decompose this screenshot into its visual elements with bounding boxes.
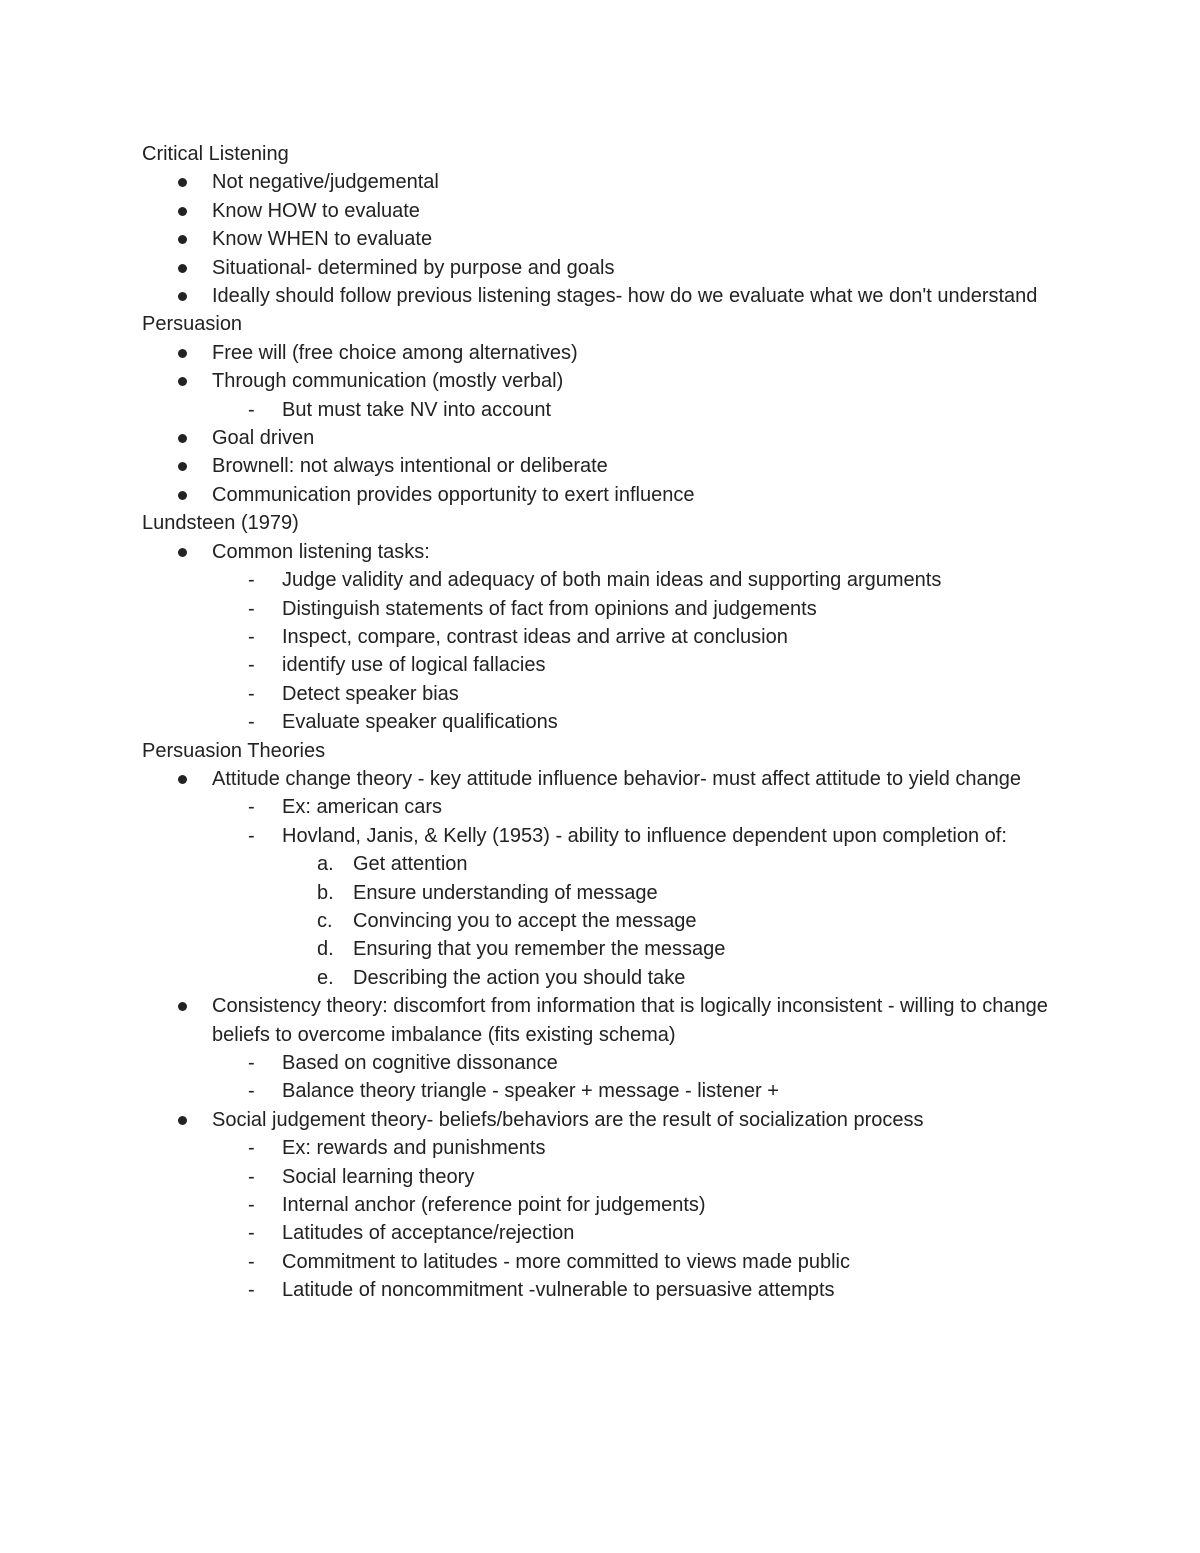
bullet-icon (178, 462, 187, 471)
bullet-icon (178, 264, 187, 273)
item-text: Internal anchor (reference point for judgements) (282, 1194, 706, 1217)
sub-item (142, 680, 1052, 708)
bullet-item (142, 424, 1052, 452)
item-text: Convincing you to accept the message (353, 909, 697, 932)
item-text: Consistency theory: discomfort from information that is logically inconsistent - willing to change beliefs to overcome imbalance (fits existing schema) (212, 995, 1048, 1046)
dash-marker: - (248, 682, 255, 705)
letter-marker: a. (317, 853, 334, 876)
bullet-item (142, 254, 1052, 282)
sub-item (142, 1191, 1052, 1219)
dash-marker: - (248, 654, 255, 677)
item-text: Detect speaker bias (282, 682, 459, 705)
dash-marker: - (248, 1194, 255, 1217)
item-text: Evaluate speaker qualifications (282, 711, 558, 734)
section-heading: Critical Listening (142, 143, 289, 165)
dash-marker: - (248, 796, 255, 819)
bullet-item (142, 282, 1052, 310)
item-text: Ex: american cars (282, 796, 443, 819)
bullet-item (142, 538, 1052, 566)
sub-item (142, 1077, 1052, 1105)
item-text: Through communication (mostly verbal) (212, 370, 564, 393)
item-text: Hovland, Janis, & Kelly (1953) - ability to influence dependent upon completion of: (282, 824, 1007, 847)
item-text: Describing the action you should take (353, 966, 686, 989)
bullet-item (142, 481, 1052, 509)
document-body (142, 140, 1052, 1305)
bullet-item (142, 452, 1052, 480)
bullet-item (142, 1106, 1052, 1134)
item-text: Ensuring that you remember the message (353, 938, 726, 961)
bullet-item (142, 765, 1052, 793)
section-heading: Persuasion (142, 313, 243, 336)
dash-marker: - (248, 625, 255, 648)
sub-item (142, 595, 1052, 623)
dash-marker: - (248, 1165, 255, 1188)
bullet-icon (178, 178, 187, 187)
sub-item (142, 1163, 1052, 1191)
bullet-item (142, 225, 1052, 253)
bullet-icon (178, 775, 187, 784)
item-text: Not negative/judgemental (212, 171, 439, 194)
item-text: Free will (free choice among alternatives) (212, 341, 578, 364)
dash-marker: - (248, 569, 255, 592)
dash-marker: - (248, 1222, 255, 1245)
letter-marker: e. (317, 966, 334, 989)
bullet-icon (178, 377, 187, 386)
item-text: Inspect, compare, contrast ideas and arrive at conclusion (282, 625, 788, 648)
sub-sub-item (142, 907, 1052, 935)
dash-marker: - (248, 1137, 255, 1160)
section-heading: Lundsteen (1979) (142, 512, 299, 535)
dash-marker: - (248, 1250, 255, 1273)
bullet-icon (178, 292, 187, 301)
sub-item (142, 623, 1052, 651)
item-text: Balance theory triangle - speaker + message - listener + (282, 1080, 779, 1103)
sub-sub-item (142, 879, 1052, 907)
sub-item (142, 1219, 1052, 1247)
item-text: Judge validity and adequacy of both main ideas and supporting arguments (282, 569, 942, 592)
bullet-icon (178, 1116, 187, 1125)
bullet-icon (178, 235, 187, 244)
sub-item (142, 822, 1052, 850)
bullet-item (142, 367, 1052, 395)
bullet-item (142, 339, 1052, 367)
item-text: Social judgement theory- beliefs/behaviors are the result of socialization process (212, 1108, 924, 1131)
item-text: Common listening tasks: (212, 540, 430, 563)
dash-marker: - (248, 1279, 255, 1302)
item-text: Based on cognitive dissonance (282, 1052, 558, 1074)
item-text: Commitment to latitudes - more committed to views made public (282, 1250, 850, 1273)
bullet-icon (178, 434, 187, 443)
sub-sub-item (142, 964, 1052, 992)
sub-item (142, 566, 1052, 594)
item-text: Brownell: not always intentional or deliberate (212, 455, 608, 478)
item-text: Ensure understanding of message (353, 881, 658, 904)
item-text: Know HOW to evaluate (212, 199, 420, 222)
item-text: Latitudes of acceptance/rejection (282, 1222, 575, 1245)
bullet-icon (178, 207, 187, 216)
dash-marker: - (248, 1052, 255, 1074)
item-text: identify use of logical fallacies (282, 654, 546, 677)
dash-marker: - (248, 597, 255, 620)
item-text: Ideally should follow previous listening stages- how do we evaluate what we don't understand (212, 285, 1038, 308)
item-text: Ex: rewards and punishments (282, 1137, 546, 1160)
sub-item (142, 1134, 1052, 1162)
bullet-item (142, 168, 1052, 196)
item-text: Attitude change theory - key attitude influence behavior- must affect attitude to yield change (212, 767, 1022, 790)
dash-marker: - (248, 824, 255, 847)
bullet-item (142, 992, 1052, 1049)
bullet-icon (178, 548, 187, 557)
sub-item (142, 708, 1052, 736)
bullet-icon (178, 491, 187, 500)
item-text: Distinguish statements of fact from opinions and judgements (282, 597, 817, 620)
letter-marker: b. (317, 881, 334, 904)
bullet-icon (178, 1002, 187, 1011)
sub-sub-item (142, 935, 1052, 963)
item-text: But must take NV into account (282, 398, 552, 421)
dash-marker: - (248, 711, 255, 734)
letter-marker: c. (317, 909, 333, 932)
sub-item (142, 396, 1052, 424)
item-text: Situational- determined by purpose and goals (212, 256, 615, 279)
item-text: Know WHEN to evaluate (212, 228, 433, 251)
dash-marker: - (248, 1080, 255, 1103)
sub-item (142, 651, 1052, 679)
letter-marker: d. (317, 938, 334, 961)
item-text: Goal driven (212, 427, 315, 450)
item-text: Social learning theory (282, 1165, 475, 1188)
dash-marker: - (248, 398, 255, 421)
sub-item (142, 793, 1052, 821)
bullet-item (142, 197, 1052, 225)
sub-item (142, 1248, 1052, 1276)
item-text: Communication provides opportunity to exert influence (212, 483, 695, 506)
item-text: Get attention (353, 853, 468, 876)
bullet-icon (178, 349, 187, 358)
section-heading: Persuasion Theories (142, 739, 326, 762)
item-text: Latitude of noncommitment -vulnerable to persuasive attempts (282, 1279, 835, 1302)
sub-sub-item (142, 850, 1052, 878)
sub-item (142, 1276, 1052, 1304)
sub-item (142, 1049, 1052, 1077)
